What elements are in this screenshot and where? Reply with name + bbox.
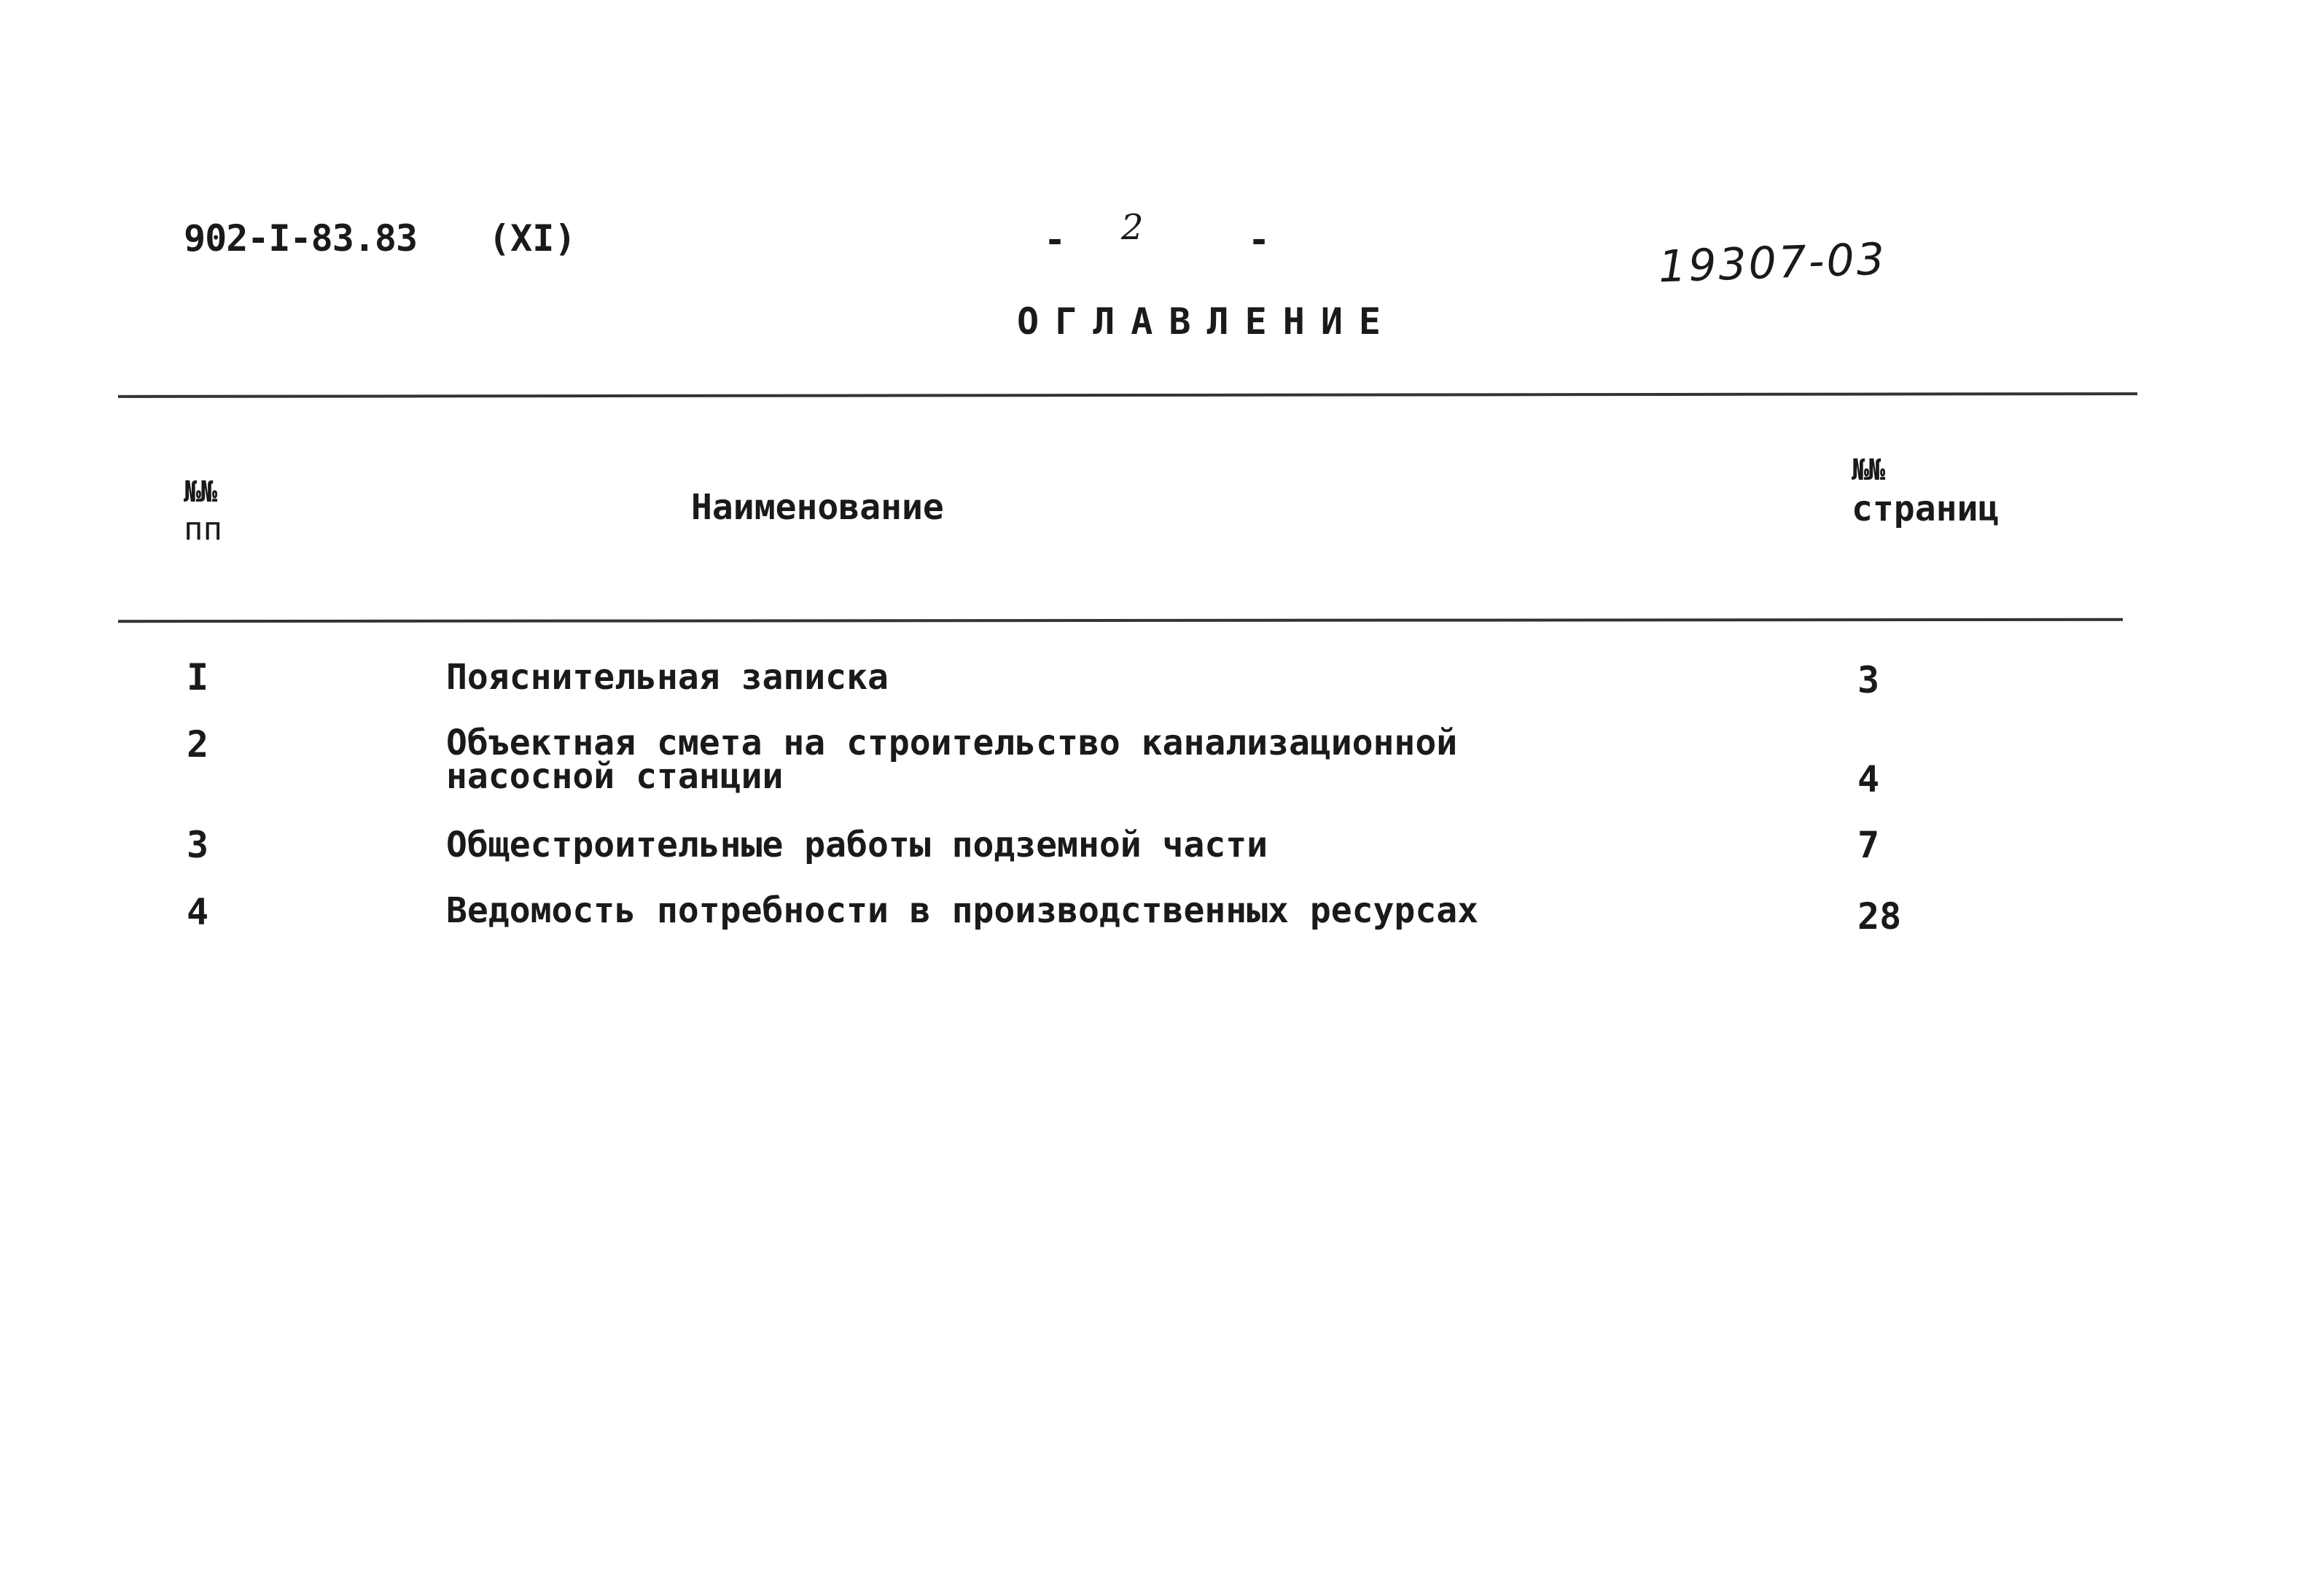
document-code: 902-I-83.83 [184,217,418,260]
table-row-number: I [187,656,209,698]
table-row-name: Объектная смета на строительство канализационной [446,723,1458,763]
column-page-label: страниц [1852,488,2000,529]
sheet-mark: (XI) [488,217,577,260]
table-row-number: 2 [187,723,209,766]
table-row-name-continued: насосной станции [446,756,784,797]
column-number-symbol: №№ [184,475,217,509]
page-dash-left: - [1044,219,1067,261]
page-number: 2 [1121,207,1144,248]
page-dash-right: - [1248,219,1271,261]
table-row-name: Ведомость потребности в производственных ресурсах [446,890,1479,931]
table-row-page: 7 [1857,824,1880,866]
page-title: ОГЛАВЛЕНИЕ [1017,300,1397,343]
table-row-page: 28 [1857,895,1902,938]
table-row-number: 4 [187,891,209,933]
table-row-page: 4 [1857,758,1880,801]
column-page-symbol: №№ [1852,453,1884,487]
table-row-name: Пояснительная записка [446,657,889,698]
table-row-page: 3 [1857,659,1880,701]
column-name-label: Наименование [691,487,944,528]
table-header-rule [118,618,2123,623]
column-number-label: пп [184,510,222,548]
table-row-name: Общестроительные работы подземной части [446,825,1268,865]
archive-number: 19307-03 [1657,233,1888,293]
table-top-rule [118,392,2137,398]
table-row-number: 3 [187,824,209,866]
